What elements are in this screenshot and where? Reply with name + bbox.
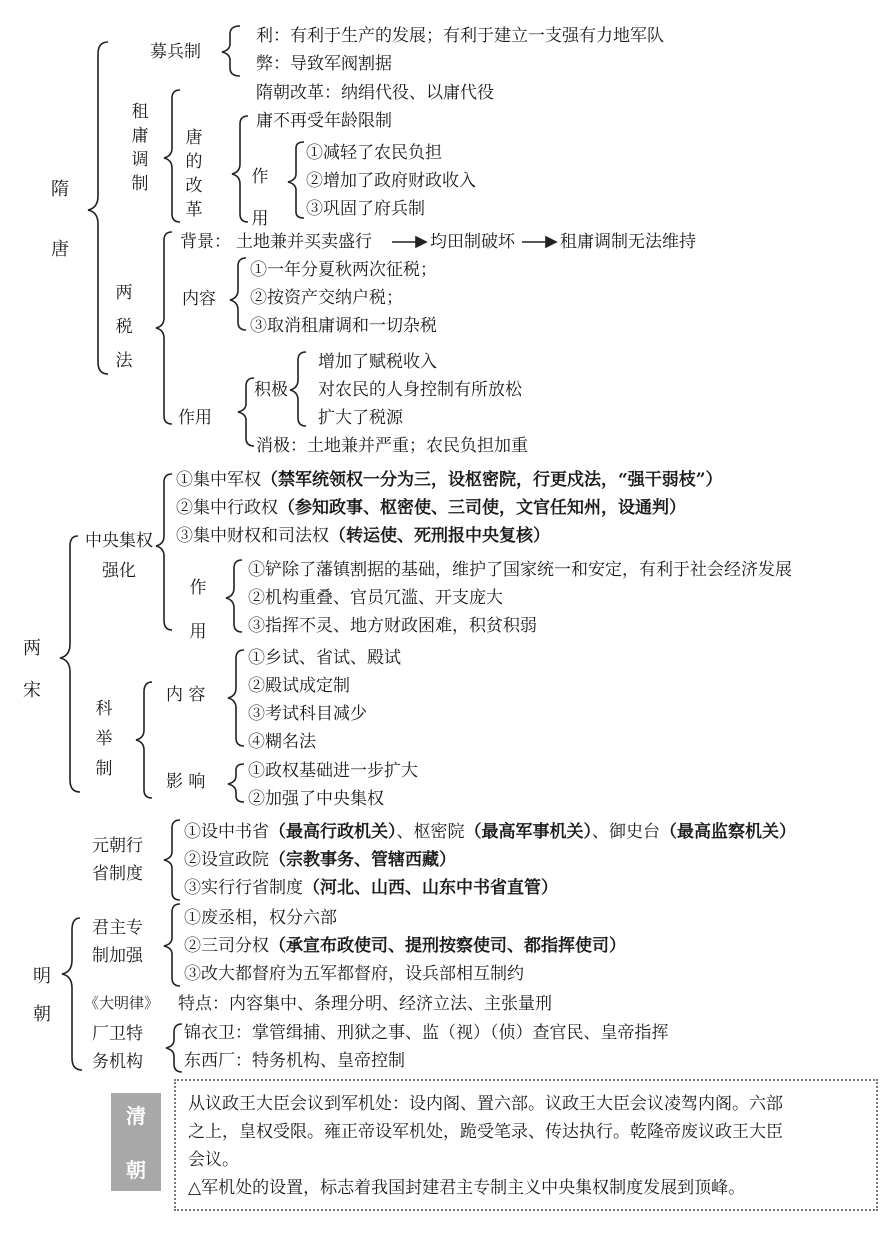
song-effect-label: 作用 (189, 578, 207, 642)
daminglv-label: 《大明律》 (84, 994, 160, 1012)
keju-content-label: 内 容 (166, 685, 206, 705)
yuan-item: ②设宣政院（宗教事务、管辖西藏） (184, 850, 456, 870)
yuan-label: 省制度 (92, 864, 143, 884)
positive-label: 积极 (254, 380, 288, 400)
background-step: 均田制破坏 (430, 232, 515, 252)
jinyiwei-text: 锦衣卫：掌管缉捕、刑狱之事、监（视）（侦）查官民、皇帝指挥 (184, 1023, 669, 1043)
keju-label: 科举制 (95, 699, 113, 779)
song-effect-item: ③指挥不灵、地方财政困难，积贫积弱 (248, 616, 537, 636)
song-effect-item: ①铲除了藩镇割据的基础，维护了国家统一和安定，有利于社会经济发展 (248, 560, 792, 580)
liangshui-content-item: ①一年分夏秋两次征税； (250, 260, 437, 280)
keju-influence-item: ①政权基础进一步扩大 (248, 761, 418, 781)
yuan-label: 元朝行 (92, 836, 143, 856)
mubing-label: 募兵制 (150, 42, 201, 62)
keju-influence-label: 影 响 (166, 772, 206, 792)
liangshui-content-item: ②按资产交纳户税； (250, 288, 403, 308)
mubing-bi: 弊：导致军阀割据 (256, 54, 392, 74)
liangshui-content-item: ③取消租庸调和一切杂税 (250, 316, 437, 336)
qing-line: 会议。 (188, 1150, 239, 1170)
liangshui-content-label: 内容 (182, 289, 216, 309)
zuyongdiao-label: 租庸调制 (131, 102, 149, 194)
qing-line: 之上，皇权受限。雍正帝设军机处，跪受笔录、传达执行。乾隆帝废议政王大臣 (188, 1122, 783, 1142)
background-step: 租庸调制无法维持 (560, 232, 696, 252)
tang-effect-item: ③巩固了府兵制 (306, 199, 425, 219)
era-label-liang-song: 两宋 (23, 638, 41, 701)
keju-content-item: ②殿试成定制 (248, 676, 350, 696)
qing-line: 从议政王大臣会议到军机处：设内阁、置六部。议政王大臣会议凌驾内阁。六部 (188, 1094, 783, 1114)
mubing-li: 利：有利于生产的发展；有利于建立一支强有力地军队 (256, 26, 664, 46)
background-step: 土地兼并买卖盛行 (236, 232, 372, 252)
autocracy-item: ①废丞相，权分六部 (184, 908, 337, 928)
changwei-label: 务机构 (92, 1052, 143, 1072)
qing-label-char: 朝 (126, 1158, 146, 1182)
keju-influence-item: ②加强了中央集权 (248, 789, 384, 809)
tang-effect-label: 作用 (251, 167, 269, 229)
keju-content-item: ④糊名法 (248, 732, 316, 752)
liangshui-background-label: 背景： (180, 232, 231, 252)
autocracy-item: ③改大都督府为五军都督府，设兵部相互制约 (184, 964, 524, 984)
yuan-item: ③实行行省制度（河北、山西、山东中书省直管） (184, 878, 558, 898)
tang-no-age-limit: 庸不再受年龄限制 (256, 111, 392, 131)
era-label-sui-tang: 隋唐 (51, 179, 69, 260)
yuan-item: ①设中书省（最高行政机关）、枢密院（最高军事机关）、御史台（最高监察机关） (184, 822, 796, 842)
autocracy-item: ②三司分权（承宣布政使司、提刑按察使司、都指挥使司） (184, 936, 626, 956)
daminglv-text: 特点：内容集中、条理分明、经济立法、主张量刑 (178, 994, 552, 1014)
era-label-ming: 明朝 (33, 966, 51, 1025)
positive-item: 扩大了税源 (318, 408, 403, 428)
centralization-item: ②集中行政权（参知政事、枢密使、三司使，文官任知州，设通判） (176, 498, 686, 518)
tang-reform-label: 唐的改革 (185, 128, 203, 220)
centralization-item: ①集中军权（禁军统领权一分为三，设枢密院，行更戍法，“强干弱枝”） (176, 470, 723, 490)
tang-effect-item: ②增加了政府财政收入 (306, 171, 476, 191)
liangshui-effect-label: 作用 (178, 408, 212, 428)
positive-item: 增加了赋税收入 (318, 352, 437, 372)
tang-effect-item: ①减轻了农民负担 (306, 143, 442, 163)
liangshui-label: 两税法 (115, 283, 133, 371)
autocracy-label: 制加强 (92, 946, 143, 966)
changwei-label: 厂卫特 (92, 1024, 143, 1044)
qing-line: △军机处的设置，标志着我国封建君主专制主义中央集权制度发展到顶峰。 (188, 1178, 746, 1198)
centralization-label: 中央集权强化 (85, 531, 153, 581)
keju-content-item: ③考试科目减少 (248, 704, 367, 724)
dongxichang-text: 东西厂：特务机构、皇帝控制 (184, 1051, 405, 1071)
qing-label-char: 清 (126, 1104, 146, 1128)
positive-item: 对农民的人身控制有所放松 (318, 380, 522, 400)
autocracy-label: 君主专 (92, 918, 143, 938)
song-effect-item: ②机构重叠、官员冗滥、开支庞大 (248, 588, 503, 608)
keju-content-item: ①乡试、省试、殿试 (248, 648, 401, 668)
negative-effect: 消极：土地兼并严重；农民负担加重 (256, 436, 528, 456)
sui-reform: 隋朝改革：纳绢代役、以庸代役 (256, 83, 494, 103)
centralization-item: ③集中财权和司法权（转运使、死刑报中央复核） (176, 526, 550, 546)
